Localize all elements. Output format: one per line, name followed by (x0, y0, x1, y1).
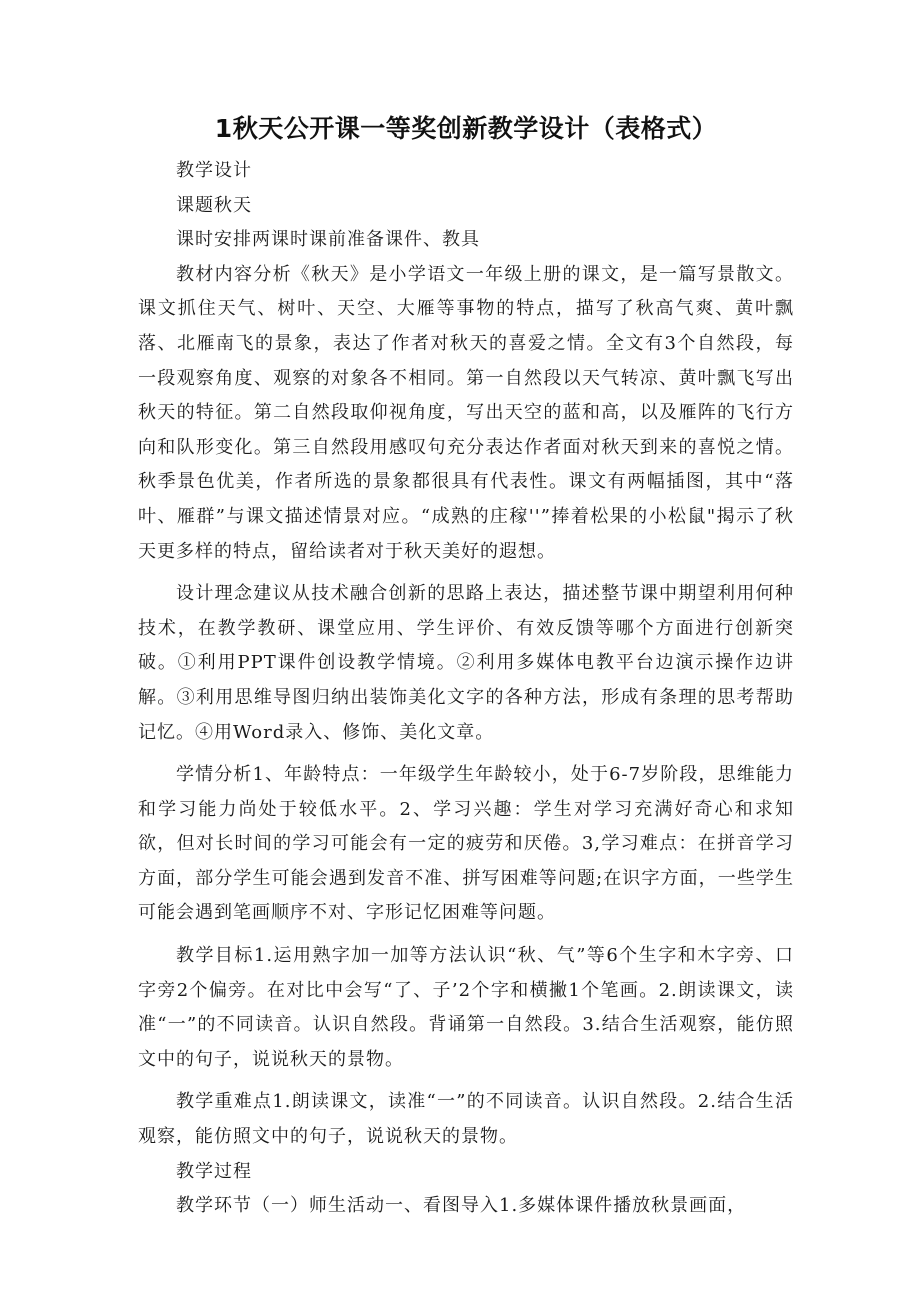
paragraph-design-concept: 设计理念建议从技术融合创新的思路上表达，描述整节课中期望利用何种技术，在教学教研、课堂应用、学生评价、有效反馈等哪个方面进行创新突破。①利用PPT课件创设教学情境。②利用多媒体电教平台边演示操作边讲解。③利用思维导图归纳出装饰美化文字的各种方法，形成有条理的思考帮助记忆。④用Word录入、修饰、美化文章。 (138, 583, 794, 743)
paragraph-teaching-goals: 教学目标1.运用熟字加一加等方法认识“秋、气”等6个生字和木字旁、口字旁2个偏旁。在对比中会写“了、子’2个字和横撇1个笔画。2.朗读课文，读准“一”的不同读音。认识自然段。背诵第一自然段。3.结合生活观察，能仿照文中的句子，说说秋天的景物。 (138, 945, 794, 1070)
section-heading-teaching-design: 教学设计 (176, 160, 252, 181)
paragraph-key-points: 教学重难点1.朗读课文，读准“一”的不同读音。认识自然段。2.结合生活观察，能仿照文中的句子，说说秋天的景物。 (138, 1091, 794, 1148)
document-title: 1秋天公开课一等奖创新教学设计（表格式） (214, 114, 718, 143)
paragraph-content-analysis: 教材内容分析《秋天》是小学语文一年级上册的课文，是一篇写景散文。课文抓住天气、树叶、天空、大雁等事物的特点，描写了秋高气爽、黄叶飘落、北雁南飞的景象，表达了作者对秋天的喜爱之情。全文有3个自然段，每一段观察角度、观察的对象各不相同。第一自然段以天气转凉、黄叶飘飞写出秋天的特征。第二自然段取仰视角度，写出天空的蓝和高，以及雁阵的飞行方向和队形变化。第三自然段用感叹句充分表达作者面对秋天到来的喜悦之情。秋季景色优美，作者所选的景象都很具有代表性。课文有两幅插图，其中“落叶、雁群”与课文描述情景对应。“成熟的庄稼''”捧着松果的小松鼠"揭示了秋天更多样的特点，留给读者对于秋天美好的遐想。 (138, 263, 794, 562)
section-heading-teaching-process: 教学过程 (176, 1160, 252, 1182)
paragraph-student-analysis: 学情分析1、年龄特点：一年级学生年龄较小，处于6-7岁阶段，思维能力和学习能力尚处于较低水平。2、学习兴趣：学生对学习充满好奇心和求知欲，但对长时间的学习可能会有一定的疲劳和厌倦。3,学习难点：在拼音学习方面，部分学生可能会遇到发音不准、拼写困难等问题;在识字方面，一些学生可能会遇到笔画顺序不对、字形记忆困难等问题。 (138, 764, 794, 924)
paragraph-teaching-step-1: 教学环节（一）师生活动一、看图导入1.多媒体课件播放秋景画面， (176, 1195, 747, 1217)
lesson-topic: 课题秋天 (176, 194, 252, 216)
lesson-schedule: 课时安排两课时课前准备课件、教具 (176, 229, 480, 251)
